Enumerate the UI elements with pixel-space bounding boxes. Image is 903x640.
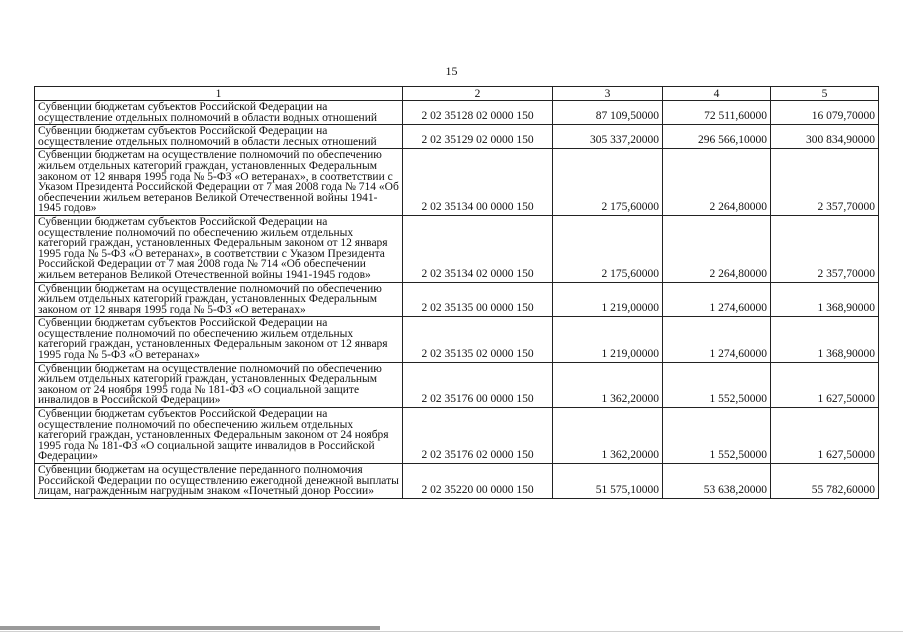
- row-description: Субвенции бюджетам на осуществление полномочий по обеспечению жильем отдельных категорий граждан, установленных Федеральным законом от 24 ноября 1995 года № 181-ФЗ «О социальной защите инвалидов в Российской Федерации»: [35, 362, 403, 407]
- amount-column-3: 1 219,00000: [553, 282, 663, 317]
- amount-column-4: 2 264,80000: [663, 149, 771, 216]
- column-header-2: 2: [403, 87, 553, 101]
- amount-column-3: 2 175,60000: [553, 215, 663, 282]
- table-row: [35, 282, 879, 317]
- row-description: Субвенции бюджетам субъектов Российской Федерации на осуществление отдельных полномочий в области водных отношений: [35, 101, 403, 125]
- scan-edge-shadow: [0, 626, 380, 630]
- budget-classification-code: 2 02 35134 00 0000 150: [403, 149, 553, 216]
- amount-column-5: 300 834,90000: [771, 125, 879, 149]
- amount-column-5: 1 368,90000: [771, 282, 879, 317]
- row-description: Субвенции бюджетам субъектов Российской Федерации на осуществление отдельных полномочий в области лесных отношений: [35, 125, 403, 149]
- amount-column-5: 1 627,50000: [771, 362, 879, 407]
- row-description: Субвенции бюджетам на осуществление полномочий по обеспечению жильем отдельных категорий граждан, установленных Федеральным законом от 12 января 1995 года № 5-ФЗ «О ветеранах», в соответствии с Указом Президента Российской Федерации от 7 мая 2008 года № 714 «Об обеспечении жильем ветеранов Великой Отечественной войны 1941-1945 годов»: [35, 149, 403, 216]
- row-description: Субвенции бюджетам субъектов Российской Федерации на осуществление полномочий по обеспечению жильем отдельных категорий граждан, установленных Федеральным законом от 12 января 1995 года № 5-ФЗ «О ветеранах»: [35, 317, 403, 362]
- amount-column-3: 1 219,00000: [553, 317, 663, 362]
- table-row: [35, 464, 879, 499]
- row-description: Субвенции бюджетам на осуществление переданного полномочия Российской Федерации по осуществлению ежегодной денежной выплаты лицам, награжденным нагрудным знаком «Почетный донор России»: [35, 464, 403, 499]
- amount-column-4: 1 274,60000: [663, 317, 771, 362]
- amount-column-4: 1 552,50000: [663, 408, 771, 464]
- column-header-4: 4: [663, 87, 771, 101]
- amount-column-4: 1 274,60000: [663, 282, 771, 317]
- row-description: Субвенции бюджетам субъектов Российской Федерации на осуществление полномочий по обеспечению жильем отдельных категорий граждан, установленных Федеральным законом от 24 ноября 1995 года № 181-ФЗ «О социальной защите инвалидов в Российской Федерации»: [35, 408, 403, 464]
- amount-column-5: 2 357,70000: [771, 215, 879, 282]
- amount-column-5: 16 079,70000: [771, 101, 879, 125]
- amount-column-4: 53 638,20000: [663, 464, 771, 499]
- budget-classification-code: 2 02 35220 00 0000 150: [403, 464, 553, 499]
- page-number: 15: [445, 64, 458, 78]
- budget-classification-code: 2 02 35176 00 0000 150: [403, 362, 553, 407]
- table-header-row: [35, 87, 879, 101]
- column-header-5: 5: [771, 87, 879, 101]
- table-row: [35, 125, 879, 149]
- budget-classification-code: 2 02 35128 02 0000 150: [403, 101, 553, 125]
- budget-table: [34, 86, 879, 499]
- amount-column-3: 1 362,20000: [553, 362, 663, 407]
- column-header-1: 1: [35, 87, 403, 101]
- row-description: Субвенции бюджетам субъектов Российской Федерации на осуществление полномочий по обеспечению жильем отдельных категорий граждан, установленных Федеральным законом от 12 января 1995 года № 5-ФЗ «О ветеранах», в соответствии с Указом Президента Российской Федерации от 7 мая 2008 года № 714 «Об обеспечении жильем ветеранов Великой Отечественной войны 1941-1945 годов»: [35, 215, 403, 282]
- budget-classification-code: 2 02 35129 02 0000 150: [403, 125, 553, 149]
- budget-classification-code: 2 02 35176 02 0000 150: [403, 408, 553, 464]
- amount-column-5: 2 357,70000: [771, 149, 879, 216]
- table-row: [35, 101, 879, 125]
- scan-edge-line: [0, 631, 903, 632]
- amount-column-4: 296 566,10000: [663, 125, 771, 149]
- budget-classification-code: 2 02 35134 02 0000 150: [403, 215, 553, 282]
- table-row: [35, 408, 879, 464]
- amount-column-5: 55 782,60000: [771, 464, 879, 499]
- amount-column-3: 1 362,20000: [553, 408, 663, 464]
- amount-column-5: 1 368,90000: [771, 317, 879, 362]
- amount-column-5: 1 627,50000: [771, 408, 879, 464]
- table-row: [35, 215, 879, 282]
- table-row: [35, 362, 879, 407]
- amount-column-3: 87 109,50000: [553, 101, 663, 125]
- amount-column-4: 1 552,50000: [663, 362, 771, 407]
- budget-classification-code: 2 02 35135 02 0000 150: [403, 317, 553, 362]
- amount-column-3: 51 575,10000: [553, 464, 663, 499]
- row-description: Субвенции бюджетам на осуществление полномочий по обеспечению жильем отдельных категорий граждан, установленных Федеральным законом от 12 января 1995 года № 5-ФЗ «О ветеранах»: [35, 282, 403, 317]
- amount-column-4: 2 264,80000: [663, 215, 771, 282]
- column-header-3: 3: [553, 87, 663, 101]
- budget-classification-code: 2 02 35135 00 0000 150: [403, 282, 553, 317]
- table-row: [35, 317, 879, 362]
- amount-column-3: 2 175,60000: [553, 149, 663, 216]
- amount-column-3: 305 337,20000: [553, 125, 663, 149]
- amount-column-4: 72 511,60000: [663, 101, 771, 125]
- table-row: [35, 149, 879, 216]
